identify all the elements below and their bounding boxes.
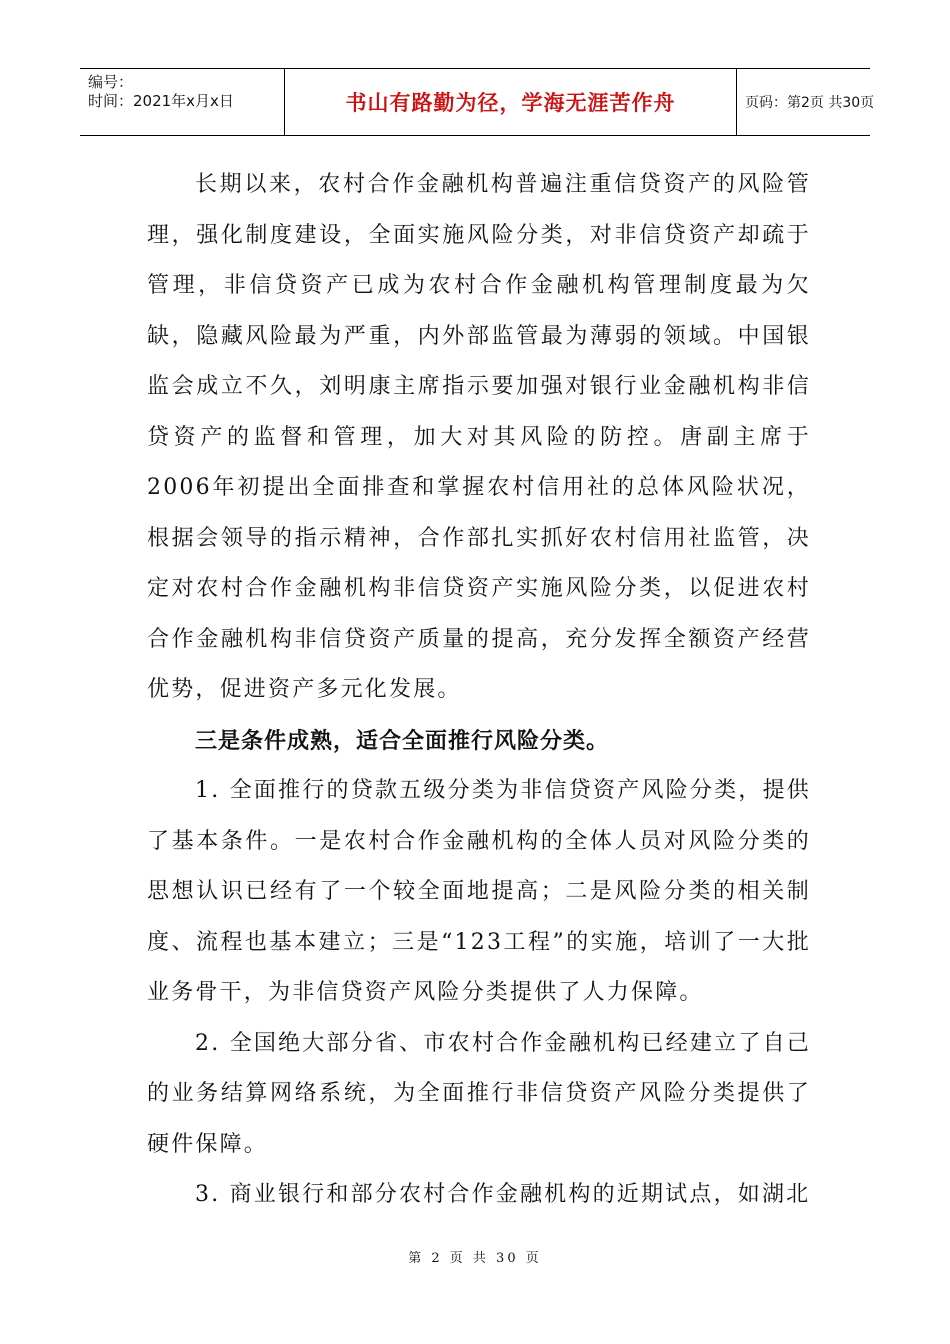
page-footer: 第 2 页 共 30 页	[408, 1251, 542, 1266]
paragraph: 2. 全国绝大部分省、市农村合作金融机构已经建立了自己的业务结算网络系统，为全面推行非信贷资产风险分类提供了硬件保障。	[147, 1030, 811, 1157]
header-page-info: 页码：第2页 共30页	[745, 95, 875, 111]
document-body	[147, 160, 811, 1221]
section-heading: 三是条件成熟，适合全面推行风险分类。	[195, 727, 610, 754]
header-motto: 书山有路勤为径，学海无涯苦作舟	[285, 69, 737, 135]
paragraph: 1. 全面推行的贷款五级分类为非信贷资产风险分类，提供了基本条件。一是农村合作金融机构的全体人员对风险分类的思想认识已经有了一个较全面地提高；二是风险分类的相关制度、流程也基本建立；三是“123工程”的实施，培训了一大批业务骨干，为非信贷资产风险分类提供了人力保障。	[147, 778, 811, 1005]
header-meta	[80, 69, 285, 135]
paragraph: 长期以来，农村合作金融机构普遍注重信贷资产的风险管理，强化制度建设，全面实施风险分类，对非信贷资产却疏于管理，非信贷资产已成为农村合作金融机构管理制度最为欠缺，隐藏风险最为严重，内外部监管最为薄弱的领域。中国银监会成立不久，刘明康主席指示要加强对银行业金融机构非信贷资产的监督和管理，加大对其风险的防控。唐副主席于2006年初提出全面排查和掌握农村信用社的总体风险状况，根据会领导的指示精神，合作部扎实抓好农村信用社监管，决定对农村合作金融机构非信贷资产实施风险分类，以促进农村合作金融机构非信贷资产质量的提高，充分发挥全额资产经营优势，促进资产多元化发展。	[147, 172, 811, 702]
page-header	[80, 68, 875, 136]
paragraph: 3. 商业银行和部分农村合作金融机构的近期试点，如湖北	[195, 1182, 811, 1207]
document-number-label: 编号：	[88, 73, 134, 91]
document-date: 时间：2021年x月x日	[88, 92, 234, 110]
